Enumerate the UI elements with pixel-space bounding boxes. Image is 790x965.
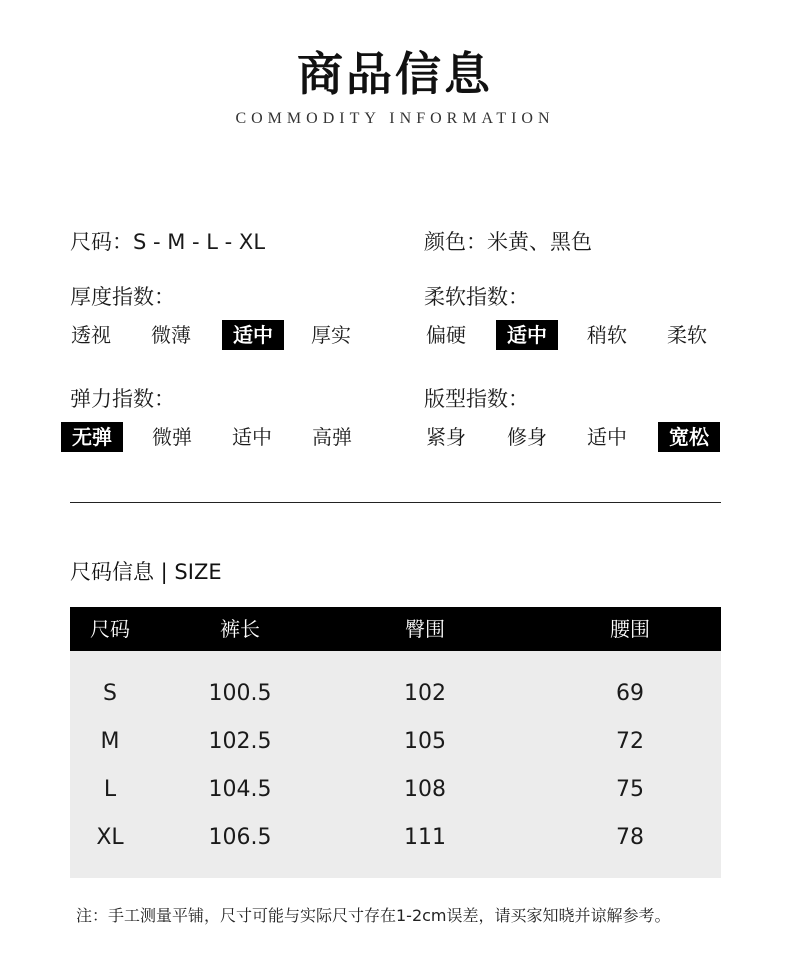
cell-waist: 72 bbox=[616, 729, 644, 754]
elasticity-option-selected: 无弹 bbox=[61, 422, 123, 452]
size-info-title: 尺码信息 | SIZE bbox=[70, 560, 222, 584]
section-divider bbox=[70, 502, 721, 503]
page-title: 商品信息 bbox=[297, 47, 493, 101]
cell-length: 106.5 bbox=[208, 825, 272, 850]
color-spec-label: 颜色：米黄、黑色 bbox=[424, 230, 592, 254]
size-table-body bbox=[70, 651, 721, 878]
header-waist: 腰围 bbox=[610, 617, 650, 641]
page-subtitle: COMMODITY INFORMATION bbox=[235, 110, 555, 127]
table-row bbox=[70, 670, 721, 718]
cell-hip: 108 bbox=[404, 777, 446, 802]
thickness-option: 透视 bbox=[71, 323, 111, 347]
elasticity-option: 高弹 bbox=[312, 425, 352, 449]
cell-size: L bbox=[103, 777, 117, 802]
fit-option: 修身 bbox=[507, 425, 547, 449]
softness-option-selected: 适中 bbox=[496, 320, 558, 350]
size-table-header bbox=[70, 607, 721, 651]
softness-option: 偏硬 bbox=[426, 323, 466, 347]
softness-option: 柔软 bbox=[667, 323, 707, 347]
cell-waist: 69 bbox=[616, 681, 644, 706]
header-size: 尺码 bbox=[90, 617, 130, 641]
cell-length: 104.5 bbox=[208, 777, 272, 802]
cell-hip: 102 bbox=[404, 681, 446, 706]
fit-option: 适中 bbox=[587, 425, 627, 449]
table-row bbox=[70, 718, 721, 766]
measurement-note: 注：手工测量平铺，尺寸可能与实际尺寸存在1-2cm误差，请买家知晓并谅解参考。 bbox=[76, 906, 671, 925]
cell-hip: 111 bbox=[404, 825, 446, 850]
fit-option: 紧身 bbox=[426, 425, 466, 449]
elasticity-index-label: 弹力指数： bbox=[70, 387, 175, 411]
cell-length: 100.5 bbox=[208, 681, 272, 706]
cell-hip: 105 bbox=[404, 729, 446, 754]
cell-size: XL bbox=[96, 825, 124, 850]
table-row bbox=[70, 814, 721, 862]
cell-waist: 78 bbox=[616, 825, 644, 850]
thickness-option: 微薄 bbox=[151, 323, 191, 347]
cell-length: 102.5 bbox=[208, 729, 272, 754]
header-hip: 臀围 bbox=[405, 617, 445, 641]
table-row bbox=[70, 766, 721, 814]
elasticity-option: 微弹 bbox=[152, 425, 192, 449]
header-length: 裤长 bbox=[220, 617, 260, 641]
cell-waist: 75 bbox=[616, 777, 644, 802]
fit-option-selected: 宽松 bbox=[658, 422, 720, 452]
softness-index-label: 柔软指数： bbox=[424, 285, 529, 309]
thickness-option-selected: 适中 bbox=[222, 320, 284, 350]
elasticity-option: 适中 bbox=[232, 425, 272, 449]
softness-option: 稍软 bbox=[587, 323, 627, 347]
cell-size: M bbox=[100, 729, 120, 754]
fit-index-label: 版型指数： bbox=[424, 387, 529, 411]
thickness-index-label: 厚度指数： bbox=[70, 285, 175, 309]
cell-size: S bbox=[103, 681, 117, 706]
size-spec-label: 尺码：S - M - L - XL bbox=[70, 230, 266, 254]
thickness-option: 厚实 bbox=[311, 323, 351, 347]
